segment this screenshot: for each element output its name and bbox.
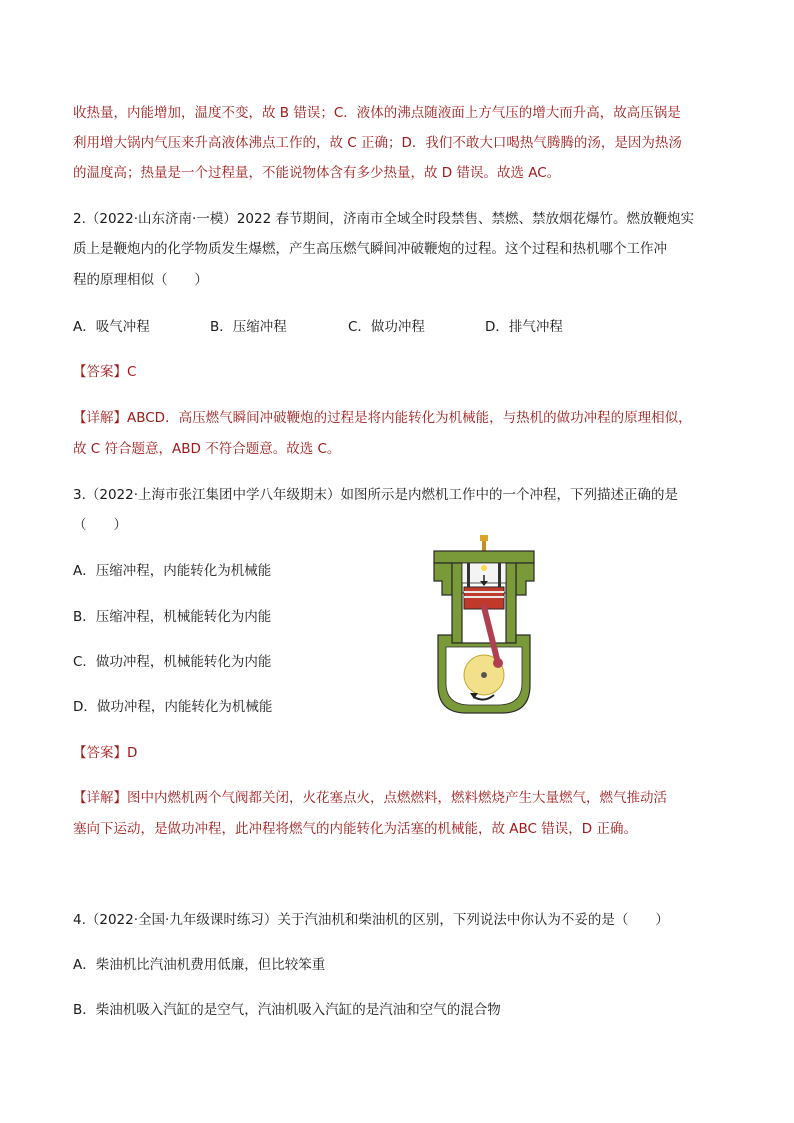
q3-stem-line-2: （ ） [73,517,127,533]
q4-stem: 4.（2022·全国·九年级课时练习）关于汽油机和柴油机的区别，下列说法中你认为不妥的是（ ） [73,912,669,928]
q4-option-b: B．柴油机吸入汽缸的是空气，汽油机吸入汽缸的是汽油和空气的混合物 [73,1002,501,1018]
q3-detail-line-1: 【详解】图中内燃机两个气阀都关闭，火花塞点火，点燃燃料，燃料燃烧产生大量燃气，燃气推动活 [73,790,667,806]
piston-ring-2 [464,596,504,598]
q3-answer: 【答案】D [73,745,138,761]
spark-plug-body [482,541,486,551]
exhaust-port [516,563,534,595]
q3-option-b: B．压缩冲程，机械能转化为内能 [73,609,272,625]
q1-tail-line-1: 收热量，内能增加，温度不变，故 B 错误；C．液体的沸点随液面上方气压的增大而升高，故高压锅是 [73,105,681,121]
engine-stroke-figure [432,535,536,715]
q3-detail-line-2: 塞向下运动，是做功冲程，此冲程将燃气的内能转化为活塞的机械能，故 ABC 错误，D 正确。 [73,821,637,837]
q2-detail-line-1: 【详解】ABCD．高压燃气瞬间冲破鞭炮的过程是将内能转化为机械能，与热机的做功冲程的原理相似， [73,410,692,426]
q2-stem-line-3: 程的原理相似（ ） [73,272,208,288]
q2-options [73,317,633,337]
q3-stem-line-1: 3.（2022·上海市张江集团中学八年级期末）如图所示是内燃机工作中的一个冲程，下列描述正确的是 [73,487,679,503]
cylinder-wall-right [506,563,516,643]
intake-port [434,563,452,595]
q2-option-c: C．做功冲程 [348,319,425,335]
q2-stem-line-2: 质上是鞭炮内的化学物质发生爆燃，产生高压燃气瞬间冲破鞭炮的过程。这个过程和热机哪个工作冲 [73,241,667,257]
q1-tail-line-2: 利用增大锅内气压来升高液体沸点工作的，故 C 正确；D．我们不敢大口喝热气腾腾的汤，是因为热汤 [73,135,682,151]
spark-plug-tip [480,535,488,541]
cylinder-head [434,551,534,563]
q2-detail-line-2: 故 C 符合题意，ABD 不符合题意。故选 C。 [73,441,341,457]
q2-stem-line-1: 2.（2022·山东济南·一模）2022 春节期间，济南市全域全时段禁售、禁燃、禁放烟花爆竹。燃放鞭炮实 [73,211,694,227]
q4-option-a: A．柴油机比汽油机费用低廉，但比较笨重 [73,957,326,973]
q3-option-a: A．压缩冲程，内能转化为机械能 [73,563,272,579]
cylinder-wall-left [452,563,462,643]
piston-ring-1 [464,591,504,593]
q2-option-d: D．排气冲程 [485,319,563,335]
q3-option-d: D．做功冲程，内能转化为机械能 [73,699,273,715]
crank-center [481,672,487,678]
q2-answer: 【答案】C [73,364,137,380]
q1-tail-line-3: 的温度高；热量是一个过程量，不能说物体含有多少热量，故 D 错误。故选 AC。 [73,165,561,181]
arrow-down-icon [480,581,488,586]
q2-option-a: A．吸气冲程 [73,319,150,335]
crank-pin [493,658,503,668]
q2-option-b: B．压缩冲程 [210,319,287,335]
q3-option-c: C．做功冲程，机械能转化为内能 [73,654,272,670]
engine-diagram [432,535,536,715]
spark [481,565,487,571]
